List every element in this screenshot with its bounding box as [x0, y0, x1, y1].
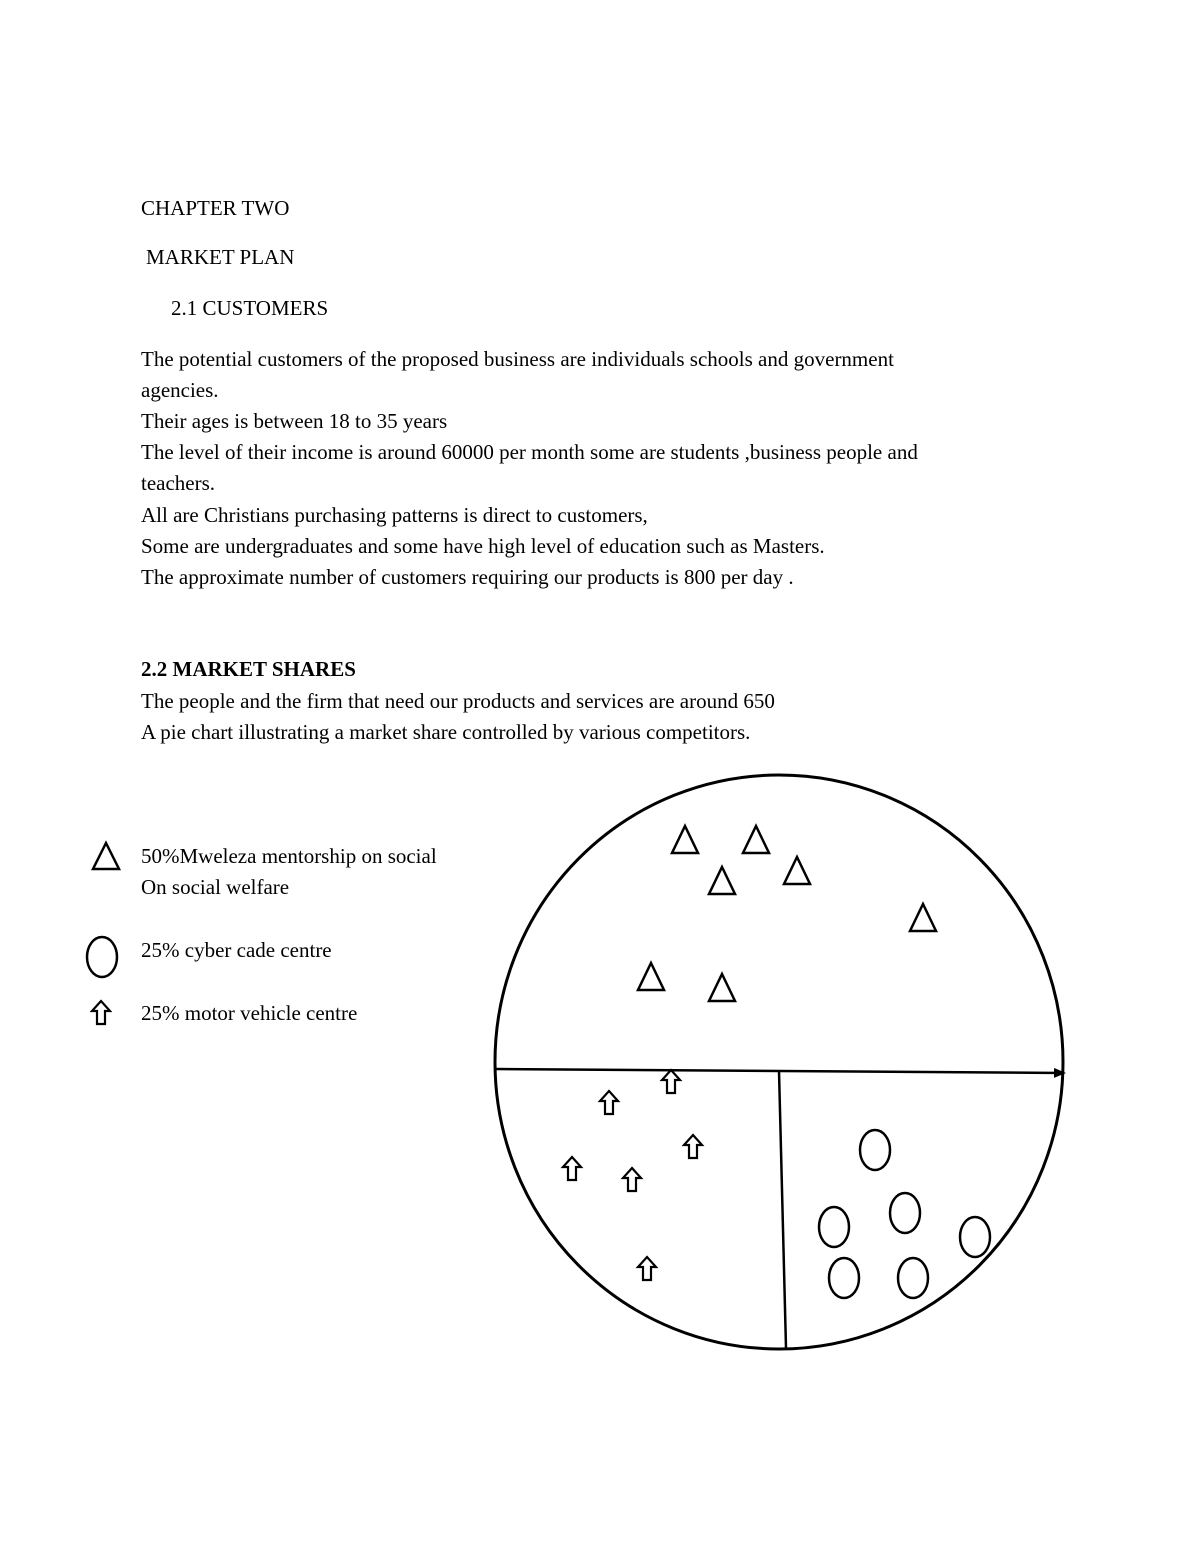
- pie-divider-horizontal: [496, 1069, 1064, 1073]
- circle-marker: [819, 1207, 849, 1247]
- customers-line: The approximate number of customers requiring our products is 800 per day .: [141, 565, 794, 589]
- circle-marker: [860, 1130, 890, 1170]
- triangle-marker: [709, 974, 735, 1001]
- circle-marker: [890, 1193, 920, 1233]
- up-arrow-marker: [638, 1257, 656, 1280]
- legend-label: 25% cyber cade centre: [141, 938, 332, 962]
- triangle-marker: [784, 857, 810, 884]
- section-customers-heading: 2.1 CUSTOMERS: [171, 296, 329, 320]
- legend-label: 25% motor vehicle centre: [141, 1001, 358, 1025]
- triangle-icon: [90, 840, 122, 872]
- circle-marker: [829, 1258, 859, 1298]
- triangle-marker: [709, 867, 735, 894]
- customers-line: The level of their income is around 60000 per month some are students ,business people and: [141, 440, 918, 464]
- legend-label: 50%Mweleza mentorship on social: [141, 844, 437, 868]
- up-arrow-marker: [662, 1070, 680, 1093]
- circle-marker: [960, 1217, 990, 1257]
- slice-mweleza-markers: [638, 826, 936, 1001]
- triangle-marker: [910, 904, 936, 931]
- up-arrow-marker: [623, 1168, 641, 1191]
- market-line: A pie chart illustrating a market share controlled by various competitors.: [141, 720, 751, 744]
- circle-icon: [84, 934, 120, 980]
- up-arrow-marker: [684, 1135, 702, 1158]
- circle-marker: [898, 1258, 928, 1298]
- pie-divider-vertical: [779, 1071, 786, 1348]
- pie-outline: [495, 775, 1063, 1349]
- legend-label-continued: On social welfare: [141, 875, 290, 899]
- chapter-title: CHAPTER TWO: [141, 196, 290, 220]
- up-arrow-marker: [600, 1091, 618, 1114]
- customers-line: The potential customers of the proposed business are individuals schools and government: [141, 347, 894, 371]
- triangle-marker: [743, 826, 769, 853]
- customers-line: All are Christians purchasing patterns is direct to customers,: [141, 503, 648, 527]
- triangle-marker: [638, 963, 664, 990]
- slice-motor-markers: [563, 1070, 702, 1280]
- customers-line: Some are undergraduates and some have high level of education such as Masters.: [141, 534, 825, 558]
- plan-title: MARKET PLAN: [146, 245, 295, 269]
- up-arrow-icon: [90, 999, 112, 1027]
- section-market-shares-heading: 2.2 MARKET SHARES: [141, 657, 356, 681]
- triangle-marker: [672, 826, 698, 853]
- customers-line: agencies.: [141, 378, 219, 402]
- slice-cyber-markers: [819, 1130, 990, 1298]
- up-arrow-marker: [563, 1157, 581, 1180]
- market-line: The people and the firm that need our products and services are around 650: [141, 689, 775, 713]
- customers-line: Their ages is between 18 to 35 years: [141, 409, 448, 433]
- customers-line: teachers.: [141, 471, 216, 495]
